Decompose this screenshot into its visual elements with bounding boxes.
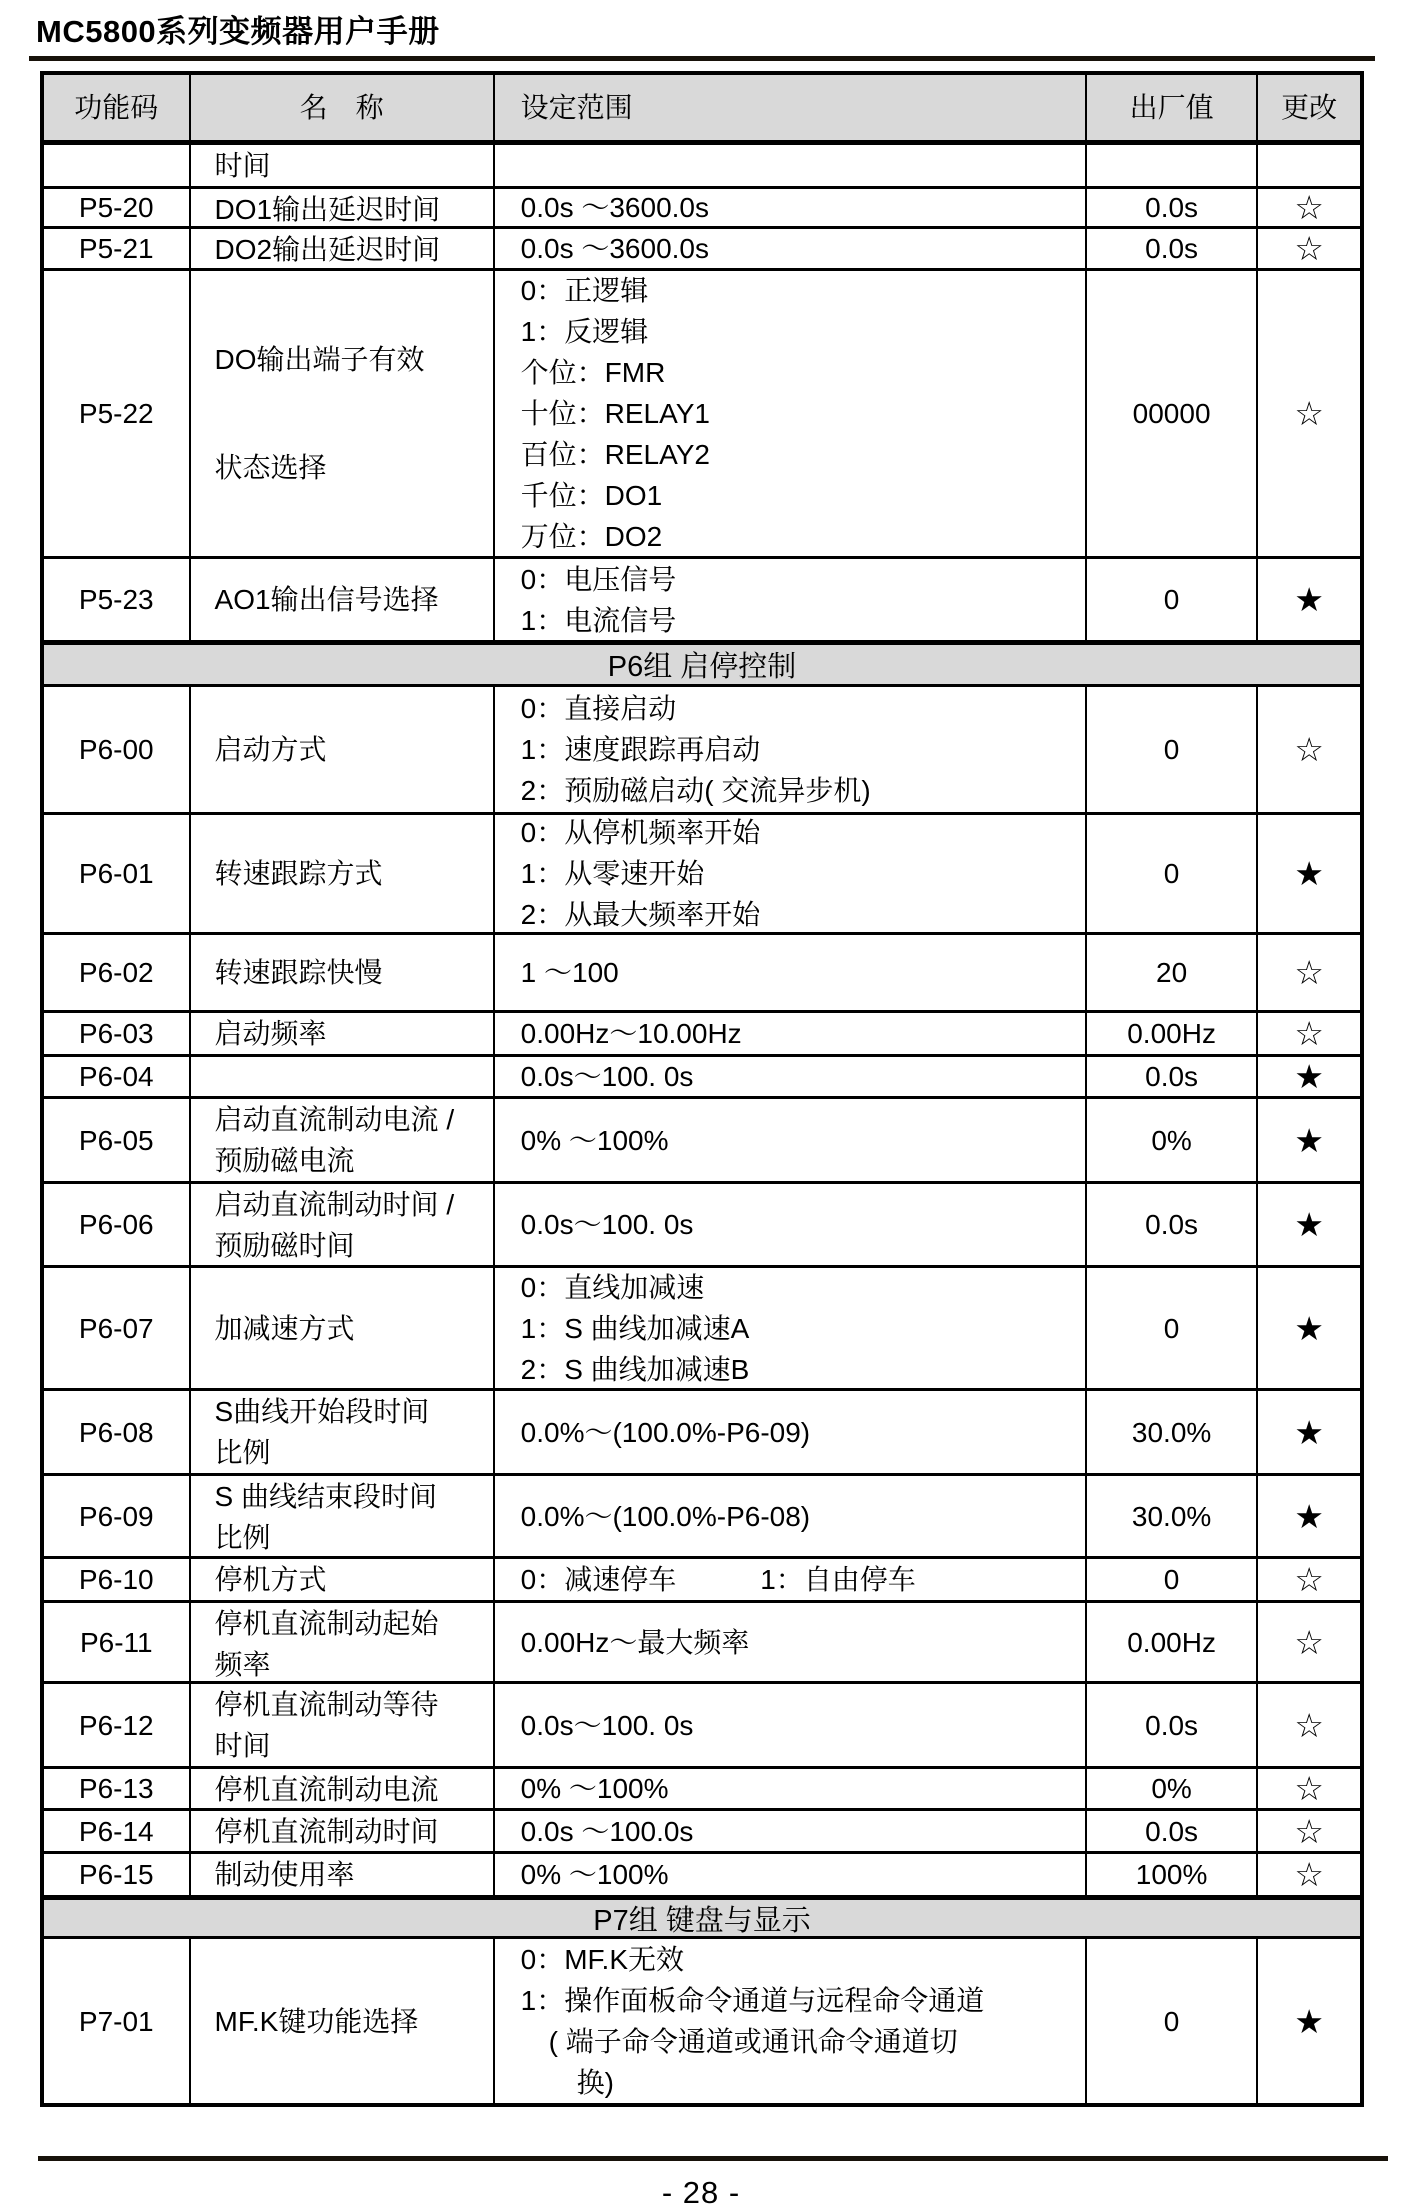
param-name-cell-text: 停机直流制动起始 — [214, 1608, 439, 1639]
factory-default-cell-text: 0.00Hz — [1127, 1018, 1216, 1049]
setting-range-cell-text: 0.0s ～3600.0s — [520, 233, 710, 264]
change-flag-cell — [1256, 271, 1360, 556]
change-flag-cell — [1256, 1268, 1360, 1388]
factory-default-cell-text: 0 — [1163, 2005, 1180, 2037]
factory-default-cell — [1085, 687, 1256, 812]
factory-default-cell-text: 0.0s — [1145, 1815, 1199, 1847]
factory-default-cell-text: 0 — [1163, 734, 1180, 765]
table-row — [44, 1096, 1360, 1181]
param-name-cell-text: 预励磁电流 — [214, 1145, 355, 1176]
setting-range-cell-text: 1 ～100 — [520, 957, 619, 988]
change-flag-cell — [1256, 687, 1360, 812]
column-header-change: 更改 — [1256, 75, 1360, 140]
param-name-cell-text: 启动直流制动时间 / — [214, 1189, 455, 1220]
param-name-cell-text: 启动频率 — [214, 1018, 327, 1049]
section-header-row — [44, 640, 1360, 684]
setting-range-cell — [493, 687, 1085, 812]
empty-star-icon: ☆ — [1294, 1561, 1324, 1598]
change-flag-cell — [1256, 1184, 1360, 1265]
setting-range-cell — [493, 935, 1085, 1010]
change-flag-cell — [1256, 1099, 1360, 1181]
section-header-label: P6组 启停控制 — [607, 651, 797, 683]
setting-range-cell-text: 0.0s～100. 0s — [520, 1709, 694, 1741]
setting-range-cell-text: 千位：DO1 — [520, 480, 663, 511]
factory-default-cell — [1085, 271, 1256, 556]
column-header-function-code: 功能码 — [44, 75, 189, 140]
parameter-table — [40, 71, 1364, 2107]
param-name-cell — [189, 815, 493, 932]
empty-star-icon: ☆ — [1294, 1706, 1324, 1744]
change-flag-cell — [1256, 145, 1360, 186]
param-code-cell-text: P6-07 — [78, 1312, 154, 1344]
table-row — [44, 1808, 1360, 1851]
change-flag-cell — [1256, 1476, 1360, 1556]
param-code-cell — [44, 1684, 189, 1766]
param-code-cell — [44, 1013, 189, 1054]
param-code-cell-text: P6-03 — [78, 1018, 154, 1049]
param-code-cell — [44, 559, 189, 640]
setting-range-cell — [493, 1476, 1085, 1556]
param-name-cell-text: 频率 — [214, 1649, 271, 1680]
factory-default-cell-text: 0% — [1151, 1124, 1192, 1156]
setting-range-cell — [493, 189, 1085, 226]
param-name-cell — [189, 559, 493, 640]
factory-default-cell — [1085, 1811, 1256, 1851]
factory-default-cell — [1085, 1013, 1256, 1054]
change-flag-cell — [1256, 935, 1360, 1010]
empty-star-icon: ☆ — [1294, 1812, 1324, 1850]
param-code-cell — [44, 1939, 189, 2103]
change-flag-cell — [1256, 1391, 1360, 1473]
param-code-cell-text: P5-22 — [78, 398, 154, 429]
param-name-cell — [189, 1391, 493, 1473]
setting-range-cell — [493, 1684, 1085, 1766]
change-flag-cell — [1256, 1854, 1360, 1895]
param-code-cell — [44, 1603, 189, 1681]
empty-star-icon: ☆ — [1294, 1856, 1324, 1893]
setting-range-cell-text: 1：操作面板命令通道与远程命令通道 — [520, 1985, 985, 2016]
param-code-cell-text: P6-10 — [78, 1564, 154, 1595]
param-name-cell — [189, 1603, 493, 1681]
param-code-cell — [44, 1769, 189, 1808]
setting-range-cell — [493, 1939, 1085, 2103]
setting-range-cell-text: 0.00Hz～最大频率 — [520, 1626, 750, 1658]
param-name-cell-text: DO2输出延迟时间 — [214, 234, 441, 265]
setting-range-cell — [493, 1268, 1085, 1388]
setting-range-cell — [493, 559, 1085, 640]
factory-default-cell — [1085, 1559, 1256, 1600]
param-code-cell-text: P5-21 — [78, 233, 154, 264]
setting-range-cell-text: 2：预励磁启动( 交流异步机) — [520, 775, 871, 806]
param-name-cell — [189, 1939, 493, 2103]
table-row — [44, 1556, 1360, 1600]
param-name-cell — [189, 1559, 493, 1600]
filled-star-icon: ★ — [1294, 2002, 1324, 2040]
filled-star-icon: ★ — [1294, 581, 1324, 618]
factory-default-cell-text: 0% — [1151, 1773, 1192, 1804]
factory-default-cell — [1085, 189, 1256, 226]
param-name-cell — [189, 935, 493, 1010]
change-flag-cell — [1256, 1939, 1360, 2103]
param-name-cell-text: AO1输出信号选择 — [214, 584, 439, 615]
setting-range-cell-text: 0% ～100% — [520, 1773, 669, 1804]
factory-default-cell — [1085, 1268, 1256, 1388]
setting-range-cell — [493, 815, 1085, 932]
empty-star-icon: ☆ — [1294, 731, 1324, 768]
setting-range-cell-text: 2：S 曲线加减速B — [520, 1353, 750, 1385]
table-row — [44, 226, 1360, 268]
table-row — [44, 1181, 1360, 1265]
setting-range-cell-text: 0：减速停车 1：自由停车 — [520, 1564, 916, 1595]
factory-default-cell-text: 100% — [1135, 1859, 1208, 1890]
empty-star-icon: ☆ — [1294, 1770, 1324, 1807]
setting-range-cell — [493, 1391, 1085, 1473]
param-code-cell-text: P6-02 — [78, 957, 154, 988]
setting-range-cell — [493, 1603, 1085, 1681]
param-name-cell-text: 停机直流制动时间 — [214, 1816, 439, 1847]
param-code-cell-text: P6-09 — [78, 1500, 154, 1532]
factory-default-cell — [1085, 145, 1256, 186]
setting-range-cell-text: 2：从最大频率开始 — [520, 899, 761, 930]
factory-default-cell — [1085, 815, 1256, 932]
param-name-cell — [189, 271, 493, 556]
setting-range-cell — [493, 1057, 1085, 1096]
param-code-cell — [44, 1559, 189, 1600]
setting-range-cell-text: 0：直接启动 — [520, 693, 677, 724]
param-code-cell-text: P6-14 — [78, 1815, 154, 1847]
param-code-cell — [44, 145, 189, 186]
table-row — [44, 1388, 1360, 1473]
table-row — [44, 556, 1360, 640]
setting-range-cell-text: 换) — [520, 2067, 614, 2098]
param-code-cell-text: P6-00 — [78, 734, 154, 765]
param-code-cell — [44, 1811, 189, 1851]
param-code-cell-text: P5-23 — [78, 584, 154, 615]
param-code-cell — [44, 229, 189, 268]
setting-range-cell-text: 1：电流信号 — [520, 604, 677, 636]
param-code-cell-text: P6-01 — [78, 858, 154, 889]
change-flag-cell — [1256, 1013, 1360, 1054]
table-row — [44, 1265, 1360, 1388]
param-code-cell — [44, 189, 189, 226]
param-name-cell — [189, 1854, 493, 1895]
setting-range-cell — [493, 1769, 1085, 1808]
factory-default-cell — [1085, 1099, 1256, 1181]
factory-default-cell-text: 0.0s — [1145, 233, 1199, 264]
param-name-cell-text: 启动方式 — [214, 734, 327, 765]
factory-default-cell — [1085, 1057, 1256, 1096]
param-name-cell-text: 启动直流制动电流 / — [214, 1104, 455, 1135]
setting-range-cell-text: 0：MF.K无效 — [520, 1944, 685, 1975]
param-name-cell — [189, 1099, 493, 1181]
factory-default-cell-text: 0.0s — [1145, 192, 1199, 223]
param-code-cell — [44, 271, 189, 556]
param-name-cell-text: DO输出端子有效 — [214, 343, 425, 375]
param-name-cell-text: 制动使用率 — [214, 1859, 355, 1890]
param-code-cell-text: P6-12 — [78, 1709, 154, 1741]
setting-range-cell-text: 万位：DO2 — [520, 521, 663, 552]
factory-default-cell — [1085, 559, 1256, 640]
setting-range-cell — [493, 1099, 1085, 1181]
change-flag-cell — [1256, 189, 1360, 226]
param-name-cell-text: 转速跟踪方式 — [214, 858, 383, 889]
factory-default-cell-text: 0 — [1163, 1312, 1180, 1344]
column-header-setting-range: 设定范围 — [493, 75, 1085, 140]
param-name-cell-text: 时间 — [214, 1730, 271, 1761]
param-code-cell-text: P6-04 — [78, 1061, 154, 1092]
param-name-cell — [189, 1268, 493, 1388]
table-row — [44, 1010, 1360, 1054]
table-header-row — [44, 75, 1360, 140]
setting-range-cell-text: 1：S 曲线加减速A — [520, 1312, 750, 1344]
setting-range-cell-text: 1：从零速开始 — [520, 858, 705, 889]
change-flag-cell — [1256, 1603, 1360, 1681]
setting-range-cell-text: 1：速度跟踪再启动 — [520, 734, 761, 765]
param-code-cell — [44, 1854, 189, 1895]
param-code-cell — [44, 687, 189, 812]
param-code-cell — [44, 1184, 189, 1265]
empty-star-icon: ☆ — [1294, 954, 1324, 991]
factory-default-cell-text: 0.0s — [1145, 1061, 1199, 1092]
title-divider — [29, 56, 1375, 61]
setting-range-cell-text: ( 端子命令通道或通讯命令通道切 — [520, 2026, 958, 2057]
factory-default-cell — [1085, 935, 1256, 1010]
setting-range-cell — [493, 1559, 1085, 1600]
empty-star-icon: ☆ — [1294, 395, 1324, 432]
param-name-cell-text: DO1输出延迟时间 — [214, 194, 441, 225]
factory-default-cell — [1085, 1184, 1256, 1265]
setting-range-cell-text: 0.0%～(100.0%-P6-09) — [520, 1416, 811, 1448]
empty-star-icon: ☆ — [1294, 230, 1324, 267]
param-code-cell — [44, 1099, 189, 1181]
setting-range-cell-text: 十位：RELAY1 — [520, 398, 710, 429]
param-name-cell-text: 加减速方式 — [214, 1312, 355, 1344]
table-row — [44, 186, 1360, 226]
factory-default-cell-text: 0 — [1163, 1564, 1180, 1595]
setting-range-cell-text: 0：正逻辑 — [520, 275, 649, 306]
param-code-cell-text: P5-20 — [78, 192, 154, 223]
factory-default-cell — [1085, 1391, 1256, 1473]
param-name-cell — [189, 687, 493, 812]
factory-default-cell — [1085, 1684, 1256, 1766]
factory-default-cell — [1085, 1769, 1256, 1808]
change-flag-cell — [1256, 1769, 1360, 1808]
param-name-cell-text: 时间 — [214, 150, 271, 181]
param-name-cell-text: 状态选择 — [214, 452, 327, 484]
param-name-cell — [189, 145, 493, 186]
table-row — [44, 268, 1360, 556]
param-name-cell — [189, 1476, 493, 1556]
table-body — [44, 140, 1360, 2103]
factory-default-cell-text: 30.0% — [1131, 1416, 1212, 1448]
setting-range-cell-text: 0.0s～100. 0s — [520, 1209, 694, 1240]
param-name-cell-text: 比例 — [214, 1437, 271, 1468]
setting-range-cell — [493, 1013, 1085, 1054]
factory-default-cell-text: 0 — [1163, 584, 1180, 615]
param-name-cell — [189, 1811, 493, 1851]
param-code-cell — [44, 1391, 189, 1473]
param-code-cell-text: P6-05 — [78, 1124, 154, 1156]
table-row — [44, 1473, 1360, 1556]
param-name-cell — [189, 1013, 493, 1054]
factory-default-cell — [1085, 229, 1256, 268]
page-number: - 28 - — [661, 2175, 741, 2210]
setting-range-cell-text: 0.0s～100. 0s — [520, 1061, 694, 1092]
setting-range-cell-text: 0.00Hz～10.00Hz — [520, 1018, 742, 1049]
factory-default-cell-text: 0.0s — [1145, 1209, 1199, 1240]
change-flag-cell — [1256, 1057, 1360, 1096]
factory-default-cell — [1085, 1939, 1256, 2103]
change-flag-cell — [1256, 1559, 1360, 1600]
empty-star-icon: ☆ — [1294, 189, 1324, 226]
param-code-cell — [44, 1057, 189, 1096]
setting-range-cell-text: 0.0s ～100.0s — [520, 1815, 694, 1847]
param-code-cell — [44, 815, 189, 932]
filled-star-icon: ★ — [1294, 855, 1324, 892]
factory-default-cell-text: 20 — [1156, 957, 1188, 988]
param-code-cell-text: P6-06 — [78, 1209, 154, 1240]
param-name-cell-text: S曲线开始段时间 — [214, 1396, 430, 1427]
table-row — [44, 1054, 1360, 1096]
factory-default-cell-text: 0.00Hz — [1127, 1626, 1216, 1658]
empty-star-icon: ☆ — [1294, 1623, 1324, 1661]
table-row — [44, 1766, 1360, 1808]
change-flag-cell — [1256, 1684, 1360, 1766]
change-flag-cell — [1256, 559, 1360, 640]
empty-star-icon: ☆ — [1294, 1015, 1324, 1052]
param-name-cell — [189, 1057, 493, 1096]
setting-range-cell — [493, 1184, 1085, 1265]
setting-range-cell-text: 1：反逻辑 — [520, 316, 649, 347]
setting-range-cell — [493, 145, 1085, 186]
param-code-cell-text: P7-01 — [78, 2005, 154, 2037]
setting-range-cell-text: 0% ～100% — [520, 1859, 669, 1890]
setting-range-cell-text: 个位：FMR — [520, 357, 666, 388]
param-name-cell — [189, 1184, 493, 1265]
setting-range-cell — [493, 1811, 1085, 1851]
factory-default-cell-text: 0.0s — [1145, 1709, 1199, 1741]
filled-star-icon: ★ — [1294, 1413, 1324, 1451]
param-name-cell-text: 转速跟踪快慢 — [214, 957, 383, 988]
table-row — [44, 812, 1360, 932]
factory-default-cell — [1085, 1603, 1256, 1681]
table-row — [44, 1600, 1360, 1681]
param-code-cell — [44, 1476, 189, 1556]
factory-default-cell-text: 0 — [1163, 858, 1180, 889]
param-code-cell — [44, 935, 189, 1010]
setting-range-cell — [493, 229, 1085, 268]
param-name-cell-text: MF.K键功能选择 — [214, 2005, 419, 2037]
param-code-cell-text: P6-13 — [78, 1773, 154, 1804]
param-name-cell — [189, 189, 493, 226]
param-name-cell — [189, 1769, 493, 1808]
setting-range-cell-text: 0：电压信号 — [520, 563, 677, 595]
change-flag-cell — [1256, 229, 1360, 268]
filled-star-icon: ★ — [1294, 1497, 1324, 1535]
param-code-cell — [44, 1268, 189, 1388]
setting-range-cell-text: 0：直线加减速 — [520, 1271, 705, 1303]
setting-range-cell-text: 0：从停机频率开始 — [520, 817, 761, 848]
section-header-row — [44, 1895, 1360, 1936]
param-code-cell-text: P6-08 — [78, 1416, 154, 1448]
setting-range-cell-text: 0% ～100% — [520, 1124, 669, 1156]
filled-star-icon: ★ — [1294, 1121, 1324, 1159]
table-row — [44, 1851, 1360, 1895]
factory-default-cell — [1085, 1854, 1256, 1895]
footer-divider — [38, 2156, 1388, 2161]
filled-star-icon: ★ — [1294, 1206, 1324, 1243]
param-name-cell-text: 停机直流制动等待 — [214, 1689, 439, 1720]
factory-default-cell-text: 30.0% — [1131, 1500, 1212, 1532]
page-title: MC5800系列变频器用户手册 — [36, 14, 440, 49]
table-row — [44, 140, 1360, 186]
change-flag-cell — [1256, 1811, 1360, 1851]
factory-default-cell — [1085, 1476, 1256, 1556]
param-code-cell-text: P6-11 — [79, 1626, 153, 1658]
table-row — [44, 1936, 1360, 2103]
param-code-cell-text: P6-15 — [78, 1859, 154, 1890]
setting-range-cell — [493, 271, 1085, 556]
setting-range-cell-text: 0.0s ～3600.0s — [520, 192, 710, 223]
setting-range-cell — [493, 1854, 1085, 1895]
filled-star-icon: ★ — [1294, 1309, 1324, 1347]
table-row — [44, 684, 1360, 812]
param-name-cell-text: 预励磁时间 — [214, 1230, 355, 1261]
param-name-cell-text: 比例 — [214, 1522, 271, 1553]
filled-star-icon: ★ — [1294, 1058, 1324, 1095]
param-name-cell-text: 停机方式 — [214, 1564, 327, 1595]
setting-range-cell-text: 百位：RELAY2 — [520, 439, 710, 470]
table-row — [44, 1681, 1360, 1766]
setting-range-cell-text: 0.0%～(100.0%-P6-08) — [520, 1500, 811, 1532]
param-name-cell-text: 停机直流制动电流 — [214, 1774, 439, 1805]
param-name-cell — [189, 1684, 493, 1766]
table-row — [44, 932, 1360, 1010]
param-name-cell-text: S 曲线结束段时间 — [214, 1481, 438, 1512]
column-header-name: 名 称 — [189, 75, 493, 140]
factory-default-cell-text: 00000 — [1132, 398, 1211, 429]
param-name-cell — [189, 229, 493, 268]
change-flag-cell — [1256, 815, 1360, 932]
section-header-label: P7组 键盘与显示 — [593, 1904, 811, 1937]
column-header-factory-default: 出厂值 — [1085, 75, 1256, 140]
